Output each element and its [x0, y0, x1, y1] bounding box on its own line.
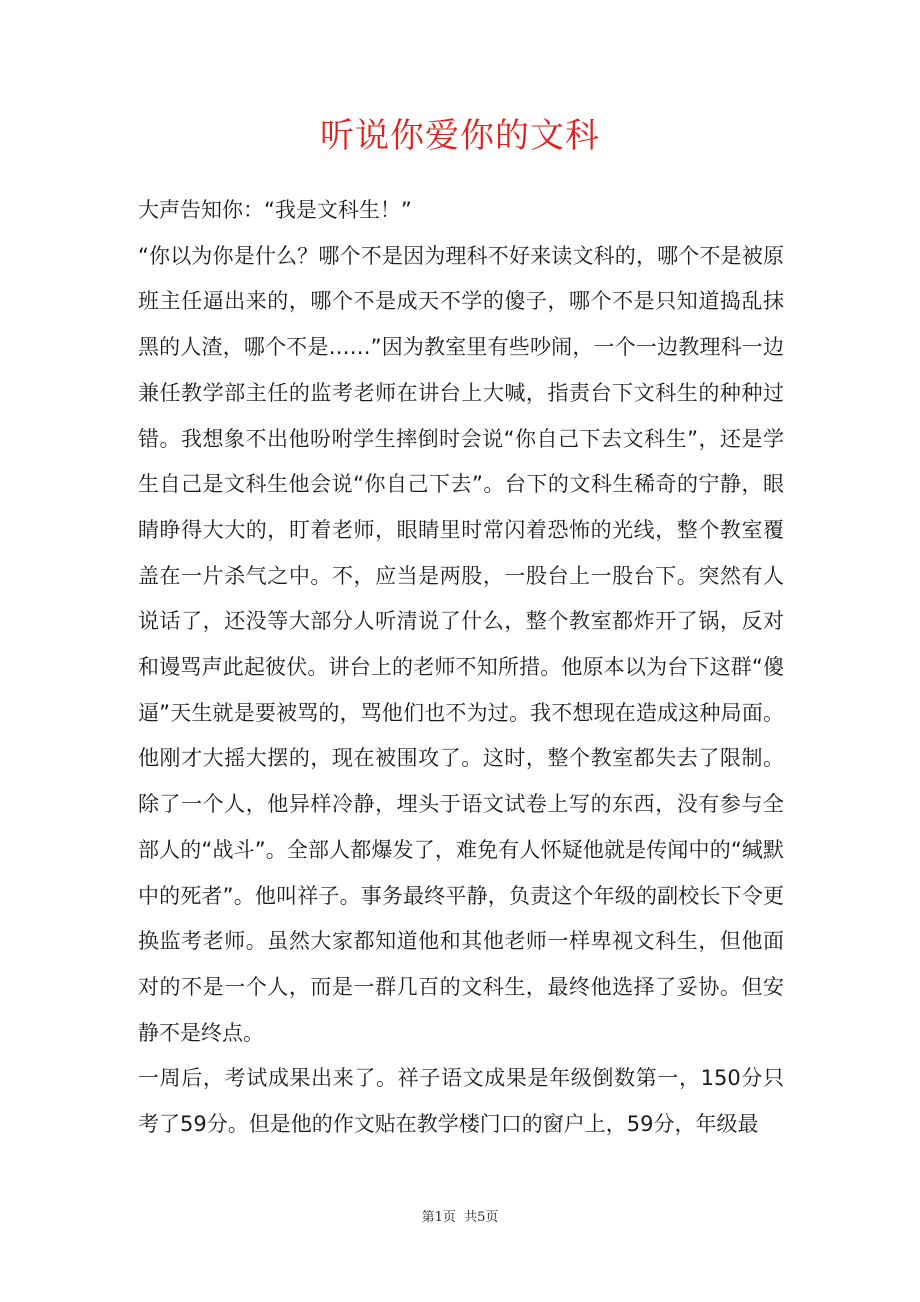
document-body: [138, 188, 784, 1148]
document-title: 听说你爱你的文科: [320, 116, 600, 156]
page-footer: [0, 1206, 920, 1225]
paragraph-intro: 大声告知你：“我是文科生！”: [138, 198, 412, 222]
paragraph-main: “你以为你是什么？哪个不是因为理科不好来读文科的，哪个不是被原班主任逼出来的，哪个不是成天不学的傻子，哪个不是只知道捣乱抹黑的人渣，哪个不是……”因为教室里有些吵闹，一个一边教理科一边兼任教学部主任的监考老师在讲台上大喊，指责台下文科生的种种过错。我想象不出他吩咐学生摔倒时会说“你自己下去文科生”，还是学生自己是文科生他会说“你自己下去”。台下的文科生稀奇的宁静，眼睛睁得大大的，盯着老师，眼睛里时常闪着恐怖的光线，整个教室覆盖在一片杀气之中。不，应当是两股，一股台上一股台下。突然有人说话了，还没等大部分人听清说了什么，整个教室都炸开了锅，反对和谩骂声此起彼伏。讲台上的老师不知所措。他原本以为台下这群“傻逼”天生就是要被骂的，骂他们也不为过。我不想现在造成这种局面。他刚才大摇大摆的，现在被围攻了。这时，整个教室都失去了限制。除了一个人，他异样冷静，埋头于语文试卷上写的东西，没有参与全部人的“战斗”。全部人都爆发了，难免有人怀疑他就是传闻中的“缄默中的死者”。他叫祥子。事务最终平静，负责这个年级的副校长下令更换监考老师。虽然大家都知道他和其他老师一样卑视文科生，但他面对的不是一个人，而是一群几百的文科生，最终他选择了妥协。但安静不是终点。: [138, 243, 784, 1045]
page-number: 第1页: [421, 1210, 456, 1225]
paragraph-result: 一周后，考试成果出来了。祥子语文成果是年级倒数第一，150分只考了59分。但是他的作文贴在教学楼门口的窗户上，59分，年级最: [138, 1066, 784, 1137]
page-total: 共5页: [464, 1210, 499, 1225]
